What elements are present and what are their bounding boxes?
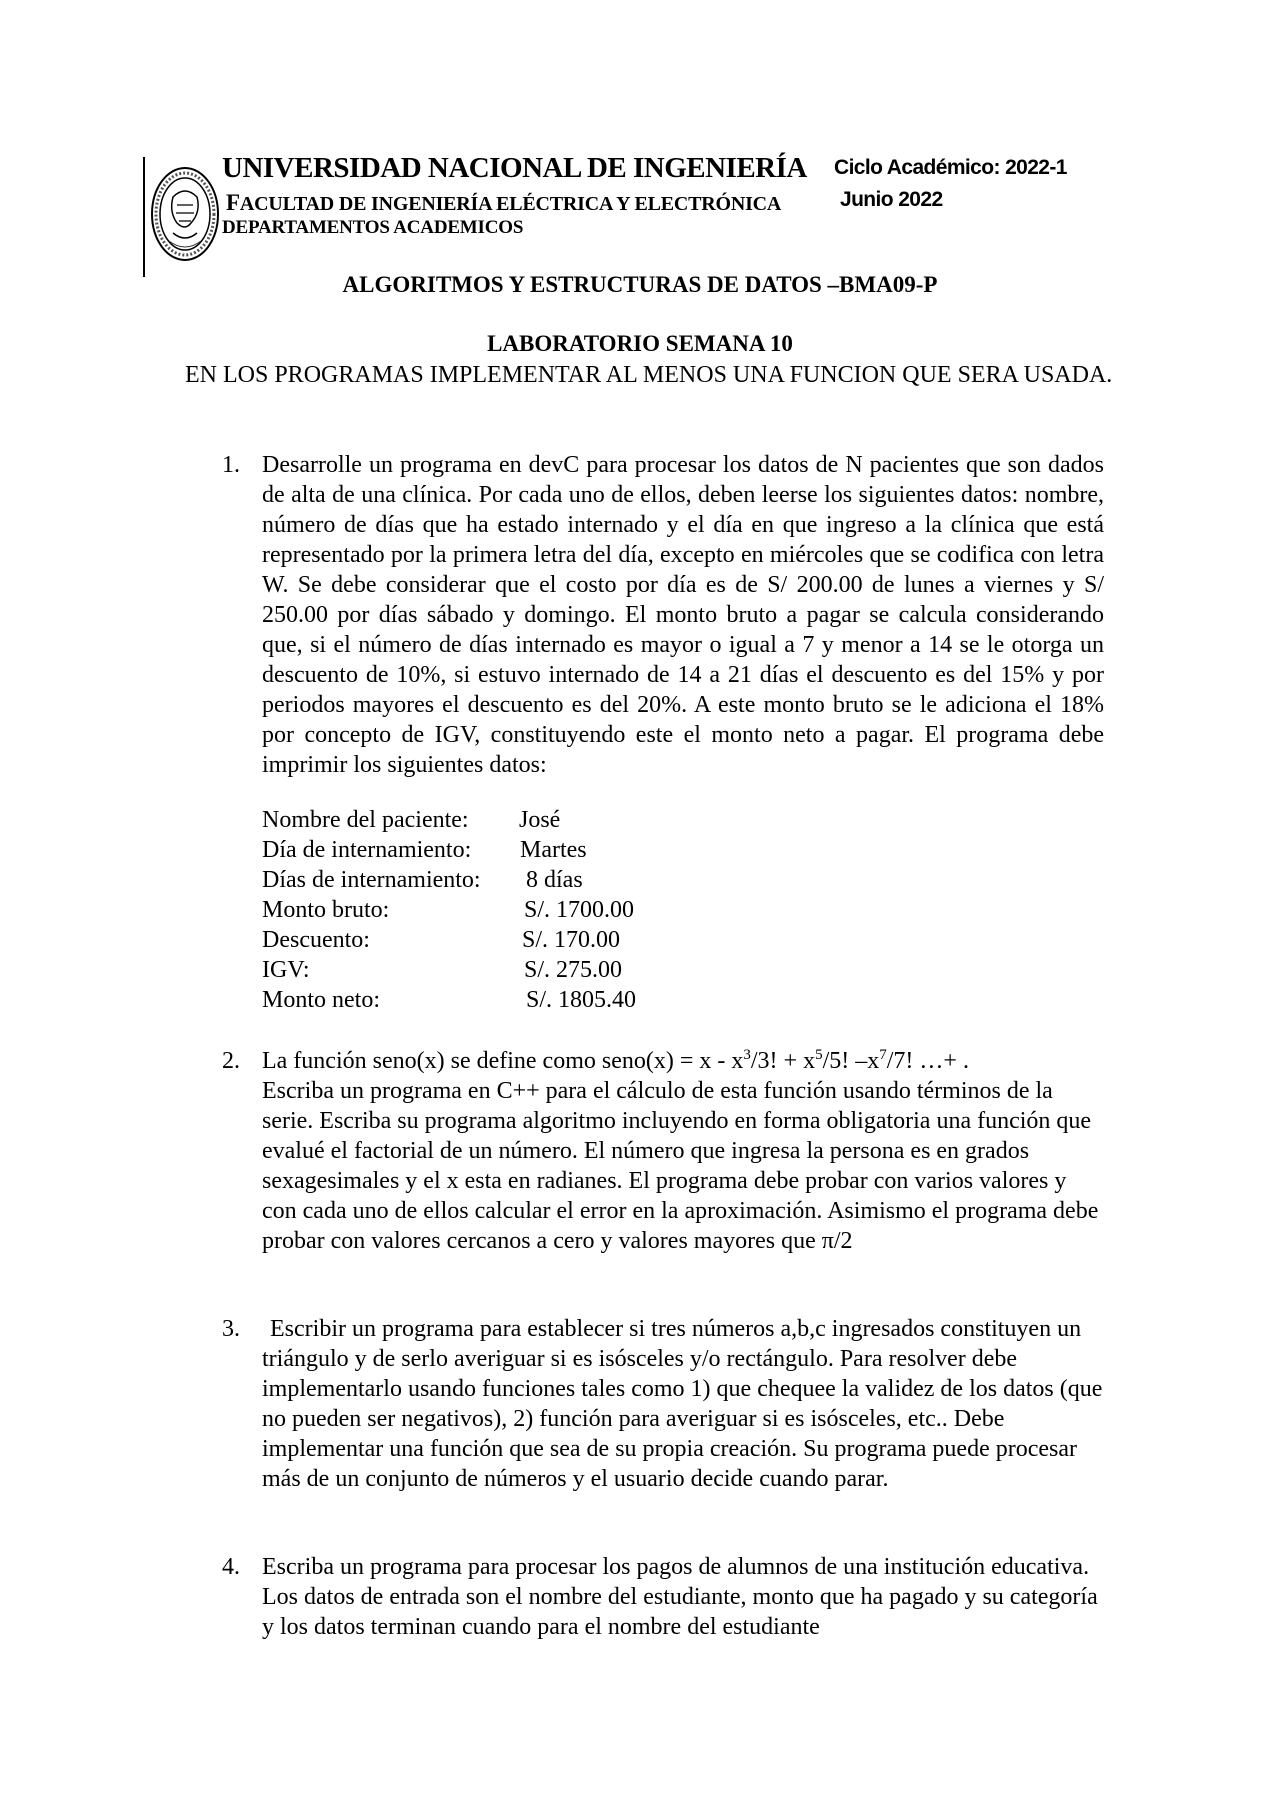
exercise-item-1: [222, 450, 1104, 780]
output-label: Nombre del paciente:: [262, 807, 469, 833]
formula-part: /7! …+ .: [886, 1048, 969, 1074]
university-name: UNIVERSIDAD NACIONAL DE INGENIERÍA: [222, 152, 807, 184]
exercise-text: Escribir un programa para establecer si tres números a,b,c ingresados constituyen un triángulo y de serlo averiguar si es isósceles y/o rectángulo. Para resolver debe implementarlo usando funciones tales como 1) que chequee la validez de los datos (que no pueden ser negativos), 2) función para averiguar si es isósceles, etc.. Debe implementar una función que sea de su propia creación. Su programa puede procesar más de un conjunto de números y el usuario decide cuando parar.: [262, 1316, 1103, 1492]
exercise-number: 1.: [222, 452, 240, 478]
exercise-item-3: [222, 1314, 1104, 1494]
formula-exponent: 5: [815, 1047, 823, 1063]
output-label: Día de internamiento:: [262, 837, 472, 863]
formula-part: /5! –x: [822, 1048, 880, 1074]
faculty-name: [226, 190, 781, 216]
output-label: Monto neto:: [262, 987, 380, 1013]
formula-exponent: 7: [879, 1047, 887, 1063]
output-value: José: [519, 807, 561, 833]
university-seal-logo: [143, 157, 221, 277]
exercise-number: 3.: [222, 1316, 240, 1342]
exercise-number: 2.: [222, 1048, 240, 1074]
faculty-name-rest: ACULTAD DE INGENIERÍA ELÉCTRICA Y ELECTRÓNICA: [239, 193, 782, 215]
document-date: Junio 2022: [840, 188, 943, 211]
exercise-text: Escriba un programa para procesar los pagos de alumnos de una institución educativa. Los datos de entrada son el nombre del estudiante, monto que ha pagado y su categoría y los datos terminan cuando para el nombre del estudiante: [262, 1554, 1098, 1640]
output-label: Monto bruto:: [262, 897, 390, 923]
output-value: S/. 1805.40: [526, 987, 637, 1013]
output-label: Días de internamiento:: [262, 867, 481, 893]
output-value: Martes: [520, 837, 587, 863]
formula-exponent: 3: [743, 1047, 751, 1063]
output-label: Descuento:: [262, 927, 370, 953]
output-value: S/. 170.00: [522, 927, 621, 953]
sine-formula: [262, 1046, 1104, 1076]
course-title: ALGORITMOS Y ESTRUCTURAS DE DATOS –BMA09-P: [342, 272, 938, 297]
formula-part: La función seno(x) se define como seno(x) = x - x: [262, 1048, 744, 1074]
exercise-item-4: [222, 1552, 1104, 1642]
faculty-initial: F: [226, 190, 240, 215]
output-value: 8 días: [526, 867, 583, 893]
exercise-text: Desarrolle un programa en devC para procesar los datos de N pacientes que son dados de alta de una clínica. Por cada uno de ellos, deben leerse los siguientes datos: nombre, número de días que ha estado internado y el día en que ingreso a la clínica que está representado por la primera letra del día, excepto en miércoles que se codifica con letra W. Se debe considerar que el costo por día es de S/ 200.00 de lunes a viernes y S/ 250.00 por días sábado y domingo. El monto bruto a pagar se calcula considerando que, si el número de días internado es mayor o igual a 7 y menor a 14 se le otorga un descuento de 10%, si estuvo internado de 14 a 21 días el descuento es del 15% y por periodos mayores el descuento es del 20%. A este monto bruto se le adiciona el 18% por concepto de IGV, constituyendo este el monto neto a pagar. El programa debe imprimir los siguientes datos:: [262, 452, 1104, 778]
exercise-item-2: [222, 1046, 1104, 1256]
academic-cycle: Ciclo Académico: 2022-1: [834, 156, 1067, 179]
output-value: S/. 1700.00: [524, 897, 635, 923]
exercise-text: Escriba un programa en C++ para el cálculo de esta función usando términos de la serie. Escriba su programa algoritmo incluyendo en forma obligatoria una función que evalué el factorial de un número. El número que ingresa la persona es en grados sexagesimales y el x esta en radianes. El programa debe probar con varios valores y con cada uno de ellos calcular el error en la aproximación. Asimismo el programa debe probar con valores cercanos a cero y valores mayores que π/2: [262, 1078, 1099, 1254]
instruction-text: EN LOS PROGRAMAS IMPLEMENTAR AL MENOS UNA FUNCION QUE SERA USADA.: [185, 362, 1113, 388]
output-value: S/. 275.00: [524, 957, 623, 983]
department-name: DEPARTAMENTOS ACADEMICOS: [222, 217, 524, 238]
exercise-number: 4.: [222, 1554, 240, 1580]
output-label: IGV:: [262, 957, 310, 983]
lab-title: LABORATORIO SEMANA 10: [487, 331, 793, 356]
seal-divider: [143, 157, 145, 277]
formula-part: /3! + x: [750, 1048, 816, 1074]
